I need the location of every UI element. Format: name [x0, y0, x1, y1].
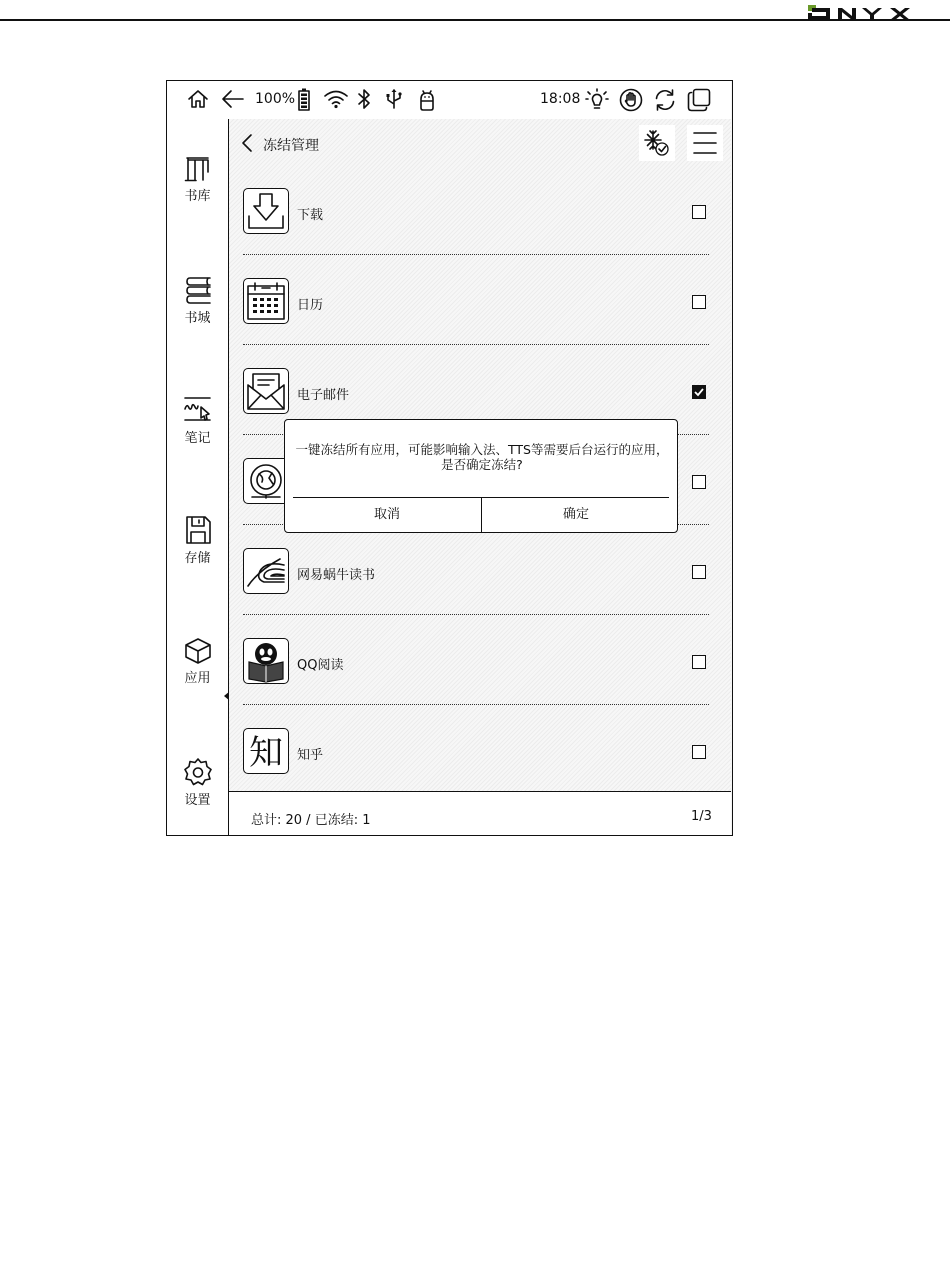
- list-item[interactable]: [243, 179, 709, 269]
- wifi-icon: [323, 88, 349, 114]
- touch-icon[interactable]: [619, 88, 643, 116]
- calendar-icon: [243, 278, 289, 324]
- onyx-logo: [806, 0, 926, 26]
- freeze-count: 总计: 20 / 已冻结: 1: [251, 813, 371, 828]
- confirm-dialog: [284, 419, 678, 533]
- list-item[interactable]: [243, 539, 709, 629]
- email-icon: [243, 368, 289, 414]
- checkbox[interactable]: [692, 475, 706, 489]
- bookstore-icon: [184, 275, 212, 305]
- hamburger-menu-icon: [687, 125, 723, 161]
- checkbox[interactable]: [692, 205, 706, 219]
- multitask-icon[interactable]: [687, 88, 711, 116]
- device-screen: [166, 80, 733, 836]
- app-name: QQ阅读: [297, 658, 344, 673]
- sidebar-item-label: 书库: [184, 189, 211, 204]
- app-name: 下载: [297, 208, 324, 223]
- checkbox-checked[interactable]: [692, 385, 706, 399]
- sidebar: [167, 119, 229, 835]
- menu-button[interactable]: [687, 125, 723, 161]
- refresh-icon[interactable]: [653, 88, 677, 116]
- sidebar-item-label: 应用: [184, 671, 211, 686]
- apps-icon: [183, 637, 213, 665]
- battery-icon: [297, 88, 311, 116]
- library-icon: [184, 155, 212, 183]
- sidebar-item-settings[interactable]: [167, 757, 228, 808]
- app-name: 日历: [297, 298, 324, 313]
- sidebar-item-label: 设置: [184, 793, 211, 808]
- android-icon: [417, 88, 437, 116]
- bluetooth-icon: [357, 88, 371, 114]
- app-name: 知乎: [297, 748, 324, 763]
- usb-icon: [383, 88, 405, 114]
- zhihu-icon: [243, 728, 289, 774]
- sidebar-item-label: 书城: [184, 311, 211, 326]
- storage-icon: [184, 515, 212, 545]
- page-indicator[interactable]: 1/3: [691, 809, 712, 824]
- home-icon[interactable]: [187, 88, 209, 114]
- sidebar-item-library[interactable]: [167, 155, 228, 204]
- settings-icon: [183, 757, 213, 787]
- snail-reader-icon: [243, 548, 289, 594]
- divider: [243, 344, 709, 345]
- sidebar-item-label: 笔记: [184, 431, 211, 446]
- page-title: 冻结管理: [263, 138, 319, 154]
- battery-percent: 100%: [255, 91, 296, 107]
- divider: [243, 614, 709, 615]
- checkbox[interactable]: [692, 655, 706, 669]
- back-chevron-icon[interactable]: [241, 133, 253, 157]
- app-name: 电子邮件: [297, 388, 350, 403]
- freeze-icon: [639, 125, 675, 161]
- status-bar: [167, 81, 731, 120]
- dialog-message: 一键冻结所有应用，可能影响输入法、TTS等需要后台运行的应用，是否确定冻结?: [295, 442, 669, 472]
- svg-text:知: 知: [249, 733, 283, 773]
- checkbox[interactable]: [692, 295, 706, 309]
- sidebar-item-storage[interactable]: [167, 515, 228, 566]
- notes-icon: [183, 395, 213, 425]
- sidebar-item-notes[interactable]: [167, 395, 228, 446]
- checkbox[interactable]: [692, 745, 706, 759]
- browser-icon: [243, 458, 289, 504]
- download-icon: [243, 188, 289, 234]
- divider: [243, 254, 709, 255]
- list-item[interactable]: [243, 269, 709, 359]
- divider: [243, 704, 709, 705]
- back-arrow-icon[interactable]: [221, 88, 245, 114]
- checkbox[interactable]: [692, 565, 706, 579]
- app-name: 网易蜗牛读书: [297, 568, 376, 583]
- qq-reader-icon: [243, 638, 289, 684]
- list-item[interactable]: [243, 629, 709, 719]
- sidebar-item-apps[interactable]: [167, 637, 228, 686]
- clock: 18:08: [540, 91, 581, 107]
- confirm-button[interactable]: 确定: [482, 498, 670, 532]
- freeze-all-button[interactable]: [639, 125, 675, 161]
- footer-bar: [229, 791, 731, 836]
- sidebar-item-bookstore[interactable]: [167, 275, 228, 326]
- brightness-icon[interactable]: [585, 88, 609, 116]
- cancel-button[interactable]: 取消: [293, 498, 481, 532]
- sidebar-item-label: 存储: [184, 551, 211, 566]
